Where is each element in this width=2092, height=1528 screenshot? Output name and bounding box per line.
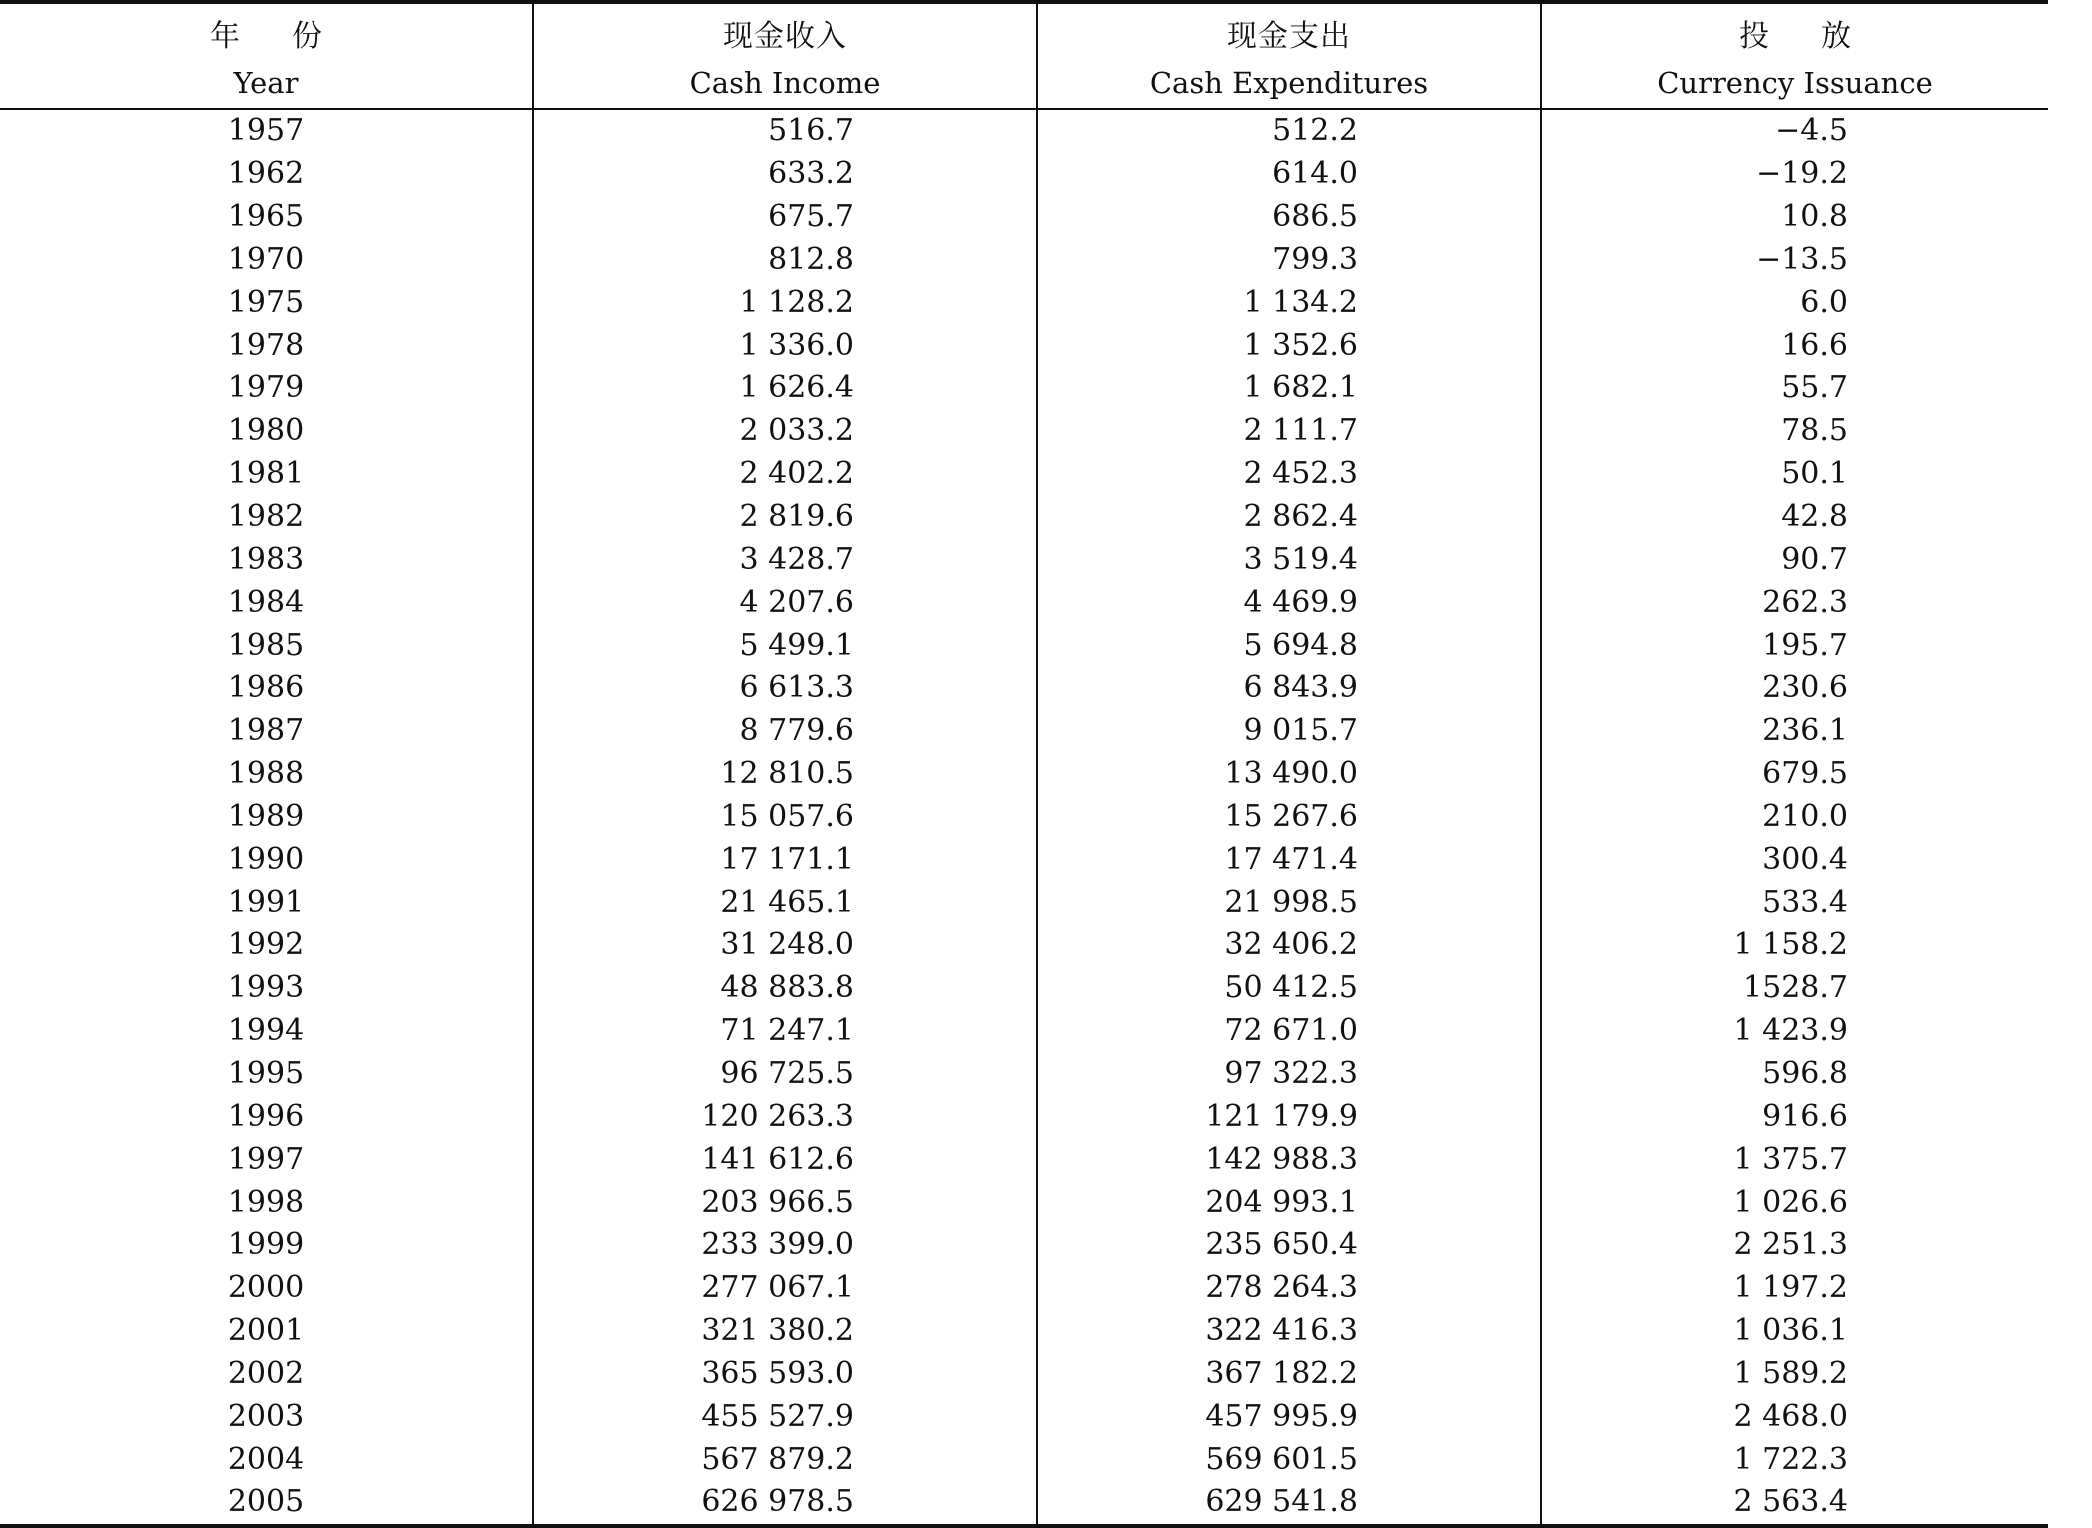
cell-year: 1980 (227, 413, 305, 449)
cell-cash-expenditures: 15 267.6 (1037, 796, 1541, 839)
cell-currency-issuance: 679.5 (1541, 753, 2048, 796)
cell-cash-expenditures: 50 412.5 (1037, 967, 1541, 1010)
cell-cash-expenditures: 6 843.9 (1037, 667, 1541, 710)
cell-cash-expenditures: 3 519.4 (1037, 538, 1541, 581)
table-body (0, 109, 2048, 1526)
cell-cash-expenditures: 9 015.7 (1037, 710, 1541, 753)
cell-cash-income: 48 883.8 (533, 967, 1037, 1010)
cell-cash-expenditures: 322 416.3 (1037, 1310, 1541, 1353)
cell-currency-issuance: −19.2 (1541, 153, 2048, 196)
cell-year: 1962 (227, 156, 305, 192)
cell-cash-income: 233 399.0 (533, 1224, 1037, 1267)
cell-cash-expenditures: 21 998.5 (1037, 881, 1541, 924)
cell-currency-issuance: 2 251.3 (1541, 1224, 2048, 1267)
table-row (0, 324, 2048, 367)
cell-currency-issuance: 55.7 (1541, 367, 2048, 410)
cell-cash-expenditures: 235 650.4 (1037, 1224, 1541, 1267)
cell-currency-issuance: 1 197.2 (1541, 1267, 2048, 1310)
cell-currency-issuance: 2 563.4 (1541, 1481, 2048, 1526)
cell-cash-income: 2 033.2 (533, 410, 1037, 453)
cell-currency-issuance: 596.8 (1541, 1053, 2048, 1096)
cell-cash-income: 15 057.6 (533, 796, 1037, 839)
cell-cash-income: 2 402.2 (533, 453, 1037, 496)
cell-cash-income: 633.2 (533, 153, 1037, 196)
cell-cash-expenditures: 121 179.9 (1037, 1095, 1541, 1138)
header-year-en: Year (0, 58, 533, 109)
cell-year: 1987 (227, 713, 305, 749)
cell-currency-issuance: 236.1 (1541, 710, 2048, 753)
cell-currency-issuance: −13.5 (1541, 239, 2048, 282)
cell-cash-expenditures: 97 322.3 (1037, 1053, 1541, 1096)
cell-currency-issuance: 90.7 (1541, 538, 2048, 581)
cell-cash-income: 12 810.5 (533, 753, 1037, 796)
cell-cash-income: 812.8 (533, 239, 1037, 282)
cell-year: 2004 (227, 1441, 305, 1477)
cell-cash-expenditures: 367 182.2 (1037, 1352, 1541, 1395)
cell-year: 1979 (227, 370, 305, 406)
header-expend-en: Cash Expenditures (1037, 58, 1541, 109)
table-row (0, 881, 2048, 924)
cell-currency-issuance: −4.5 (1541, 109, 2048, 153)
cell-currency-issuance: 2 468.0 (1541, 1395, 2048, 1438)
cell-cash-expenditures: 799.3 (1037, 239, 1541, 282)
cell-cash-expenditures: 629 541.8 (1037, 1481, 1541, 1526)
table-row (0, 153, 2048, 196)
cell-cash-income: 17 171.1 (533, 838, 1037, 881)
table-row (0, 410, 2048, 453)
cell-cash-expenditures: 142 988.3 (1037, 1138, 1541, 1181)
cell-currency-issuance: 533.4 (1541, 881, 2048, 924)
table-row (0, 838, 2048, 881)
table-row (0, 538, 2048, 581)
cell-year: 1957 (227, 113, 305, 149)
cell-currency-issuance: 78.5 (1541, 410, 2048, 453)
cell-cash-expenditures: 2 111.7 (1037, 410, 1541, 453)
cell-currency-issuance: 16.6 (1541, 324, 2048, 367)
cell-currency-issuance: 1 589.2 (1541, 1352, 2048, 1395)
table-row (0, 1352, 2048, 1395)
cell-year: 1984 (227, 584, 305, 620)
cell-cash-income: 277 067.1 (533, 1267, 1037, 1310)
cell-cash-income: 31 248.0 (533, 924, 1037, 967)
cell-year: 1986 (227, 670, 305, 706)
cell-year: 1981 (227, 456, 305, 492)
header-issue-en: Currency Issuance (1541, 58, 2048, 109)
cell-currency-issuance: 916.6 (1541, 1095, 2048, 1138)
cell-year: 1965 (227, 199, 305, 235)
cell-year: 1991 (227, 884, 305, 920)
table-row (0, 367, 2048, 410)
table-row (0, 496, 2048, 539)
cell-year: 2001 (227, 1313, 305, 1349)
cell-currency-issuance: 195.7 (1541, 624, 2048, 667)
table-row (0, 667, 2048, 710)
table-row (0, 1310, 2048, 1353)
cell-cash-expenditures: 1 682.1 (1037, 367, 1541, 410)
cell-cash-expenditures: 2 862.4 (1037, 496, 1541, 539)
table-row (0, 1224, 2048, 1267)
cell-cash-expenditures: 512.2 (1037, 109, 1541, 153)
cell-cash-expenditures: 32 406.2 (1037, 924, 1541, 967)
table-row (0, 753, 2048, 796)
cell-cash-expenditures: 72 671.0 (1037, 1010, 1541, 1053)
cell-currency-issuance: 300.4 (1541, 838, 2048, 881)
table-row (0, 581, 2048, 624)
table-row (0, 239, 2048, 282)
header-income-cn: 现金收入 (533, 2, 1037, 58)
cell-cash-income: 8 779.6 (533, 710, 1037, 753)
cell-year: 1992 (227, 927, 305, 963)
cell-cash-expenditures: 614.0 (1037, 153, 1541, 196)
cell-cash-income: 141 612.6 (533, 1138, 1037, 1181)
cell-currency-issuance: 1 036.1 (1541, 1310, 2048, 1353)
cell-year: 1993 (227, 970, 305, 1006)
cell-year: 1997 (227, 1141, 305, 1177)
cell-year: 1990 (227, 841, 305, 877)
header-row-chinese (0, 2, 2048, 58)
table-row (0, 710, 2048, 753)
cell-cash-expenditures: 13 490.0 (1037, 753, 1541, 796)
table-row (0, 109, 2048, 153)
cell-year: 1975 (227, 284, 305, 320)
cell-cash-expenditures: 457 995.9 (1037, 1395, 1541, 1438)
cell-year: 1970 (227, 241, 305, 277)
cell-currency-issuance: 42.8 (1541, 496, 2048, 539)
table-row (0, 1010, 2048, 1053)
cell-cash-expenditures: 204 993.1 (1037, 1181, 1541, 1224)
cell-cash-expenditures: 4 469.9 (1037, 581, 1541, 624)
cell-currency-issuance: 1 722.3 (1541, 1438, 2048, 1481)
cell-currency-issuance: 6.0 (1541, 281, 2048, 324)
cell-cash-income: 516.7 (533, 109, 1037, 153)
cell-year: 1994 (227, 1013, 305, 1049)
cell-cash-income: 567 879.2 (533, 1438, 1037, 1481)
cell-year: 1982 (227, 499, 305, 535)
table-row (0, 1481, 2048, 1526)
cell-cash-expenditures: 1 134.2 (1037, 281, 1541, 324)
table-row (0, 1181, 2048, 1224)
cell-currency-issuance: 1528.7 (1541, 967, 2048, 1010)
cell-year: 2002 (227, 1355, 305, 1391)
cell-cash-expenditures: 2 452.3 (1037, 453, 1541, 496)
cell-year: 1983 (227, 541, 305, 577)
table-row (0, 1138, 2048, 1181)
table-row (0, 624, 2048, 667)
cell-currency-issuance: 210.0 (1541, 796, 2048, 839)
cell-cash-expenditures: 1 352.6 (1037, 324, 1541, 367)
cell-year: 1998 (227, 1184, 305, 1220)
cell-currency-issuance: 1 026.6 (1541, 1181, 2048, 1224)
cell-cash-income: 5 499.1 (533, 624, 1037, 667)
header-year-cn: 年份 (0, 2, 533, 58)
table-row (0, 796, 2048, 839)
cell-cash-income: 4 207.6 (533, 581, 1037, 624)
cell-cash-income: 365 593.0 (533, 1352, 1037, 1395)
cell-cash-income: 6 613.3 (533, 667, 1037, 710)
cell-year: 1988 (227, 756, 305, 792)
cell-currency-issuance: 1 423.9 (1541, 1010, 2048, 1053)
table-row (0, 196, 2048, 239)
table-header (0, 2, 2048, 109)
cell-currency-issuance: 1 375.7 (1541, 1138, 2048, 1181)
cell-cash-income: 21 465.1 (533, 881, 1037, 924)
header-expend-cn: 现金支出 (1037, 2, 1541, 58)
cell-cash-income: 1 626.4 (533, 367, 1037, 410)
table-row (0, 1095, 2048, 1138)
cell-cash-income: 203 966.5 (533, 1181, 1037, 1224)
header-issue-cn: 投放 (1541, 2, 2048, 58)
table-row (0, 1395, 2048, 1438)
cell-cash-income: 1 128.2 (533, 281, 1037, 324)
cell-year: 2000 (227, 1270, 305, 1306)
cell-cash-income: 321 380.2 (533, 1310, 1037, 1353)
table-row (0, 1267, 2048, 1310)
cell-cash-income: 455 527.9 (533, 1395, 1037, 1438)
cell-cash-income: 2 819.6 (533, 496, 1037, 539)
cell-cash-income: 1 336.0 (533, 324, 1037, 367)
cell-year: 1999 (227, 1227, 305, 1263)
cell-cash-income: 96 725.5 (533, 1053, 1037, 1096)
cell-currency-issuance: 1 158.2 (1541, 924, 2048, 967)
cell-cash-expenditures: 5 694.8 (1037, 624, 1541, 667)
cell-cash-income: 120 263.3 (533, 1095, 1037, 1138)
cell-year: 1996 (227, 1098, 305, 1134)
header-row-english (0, 58, 2048, 109)
cell-cash-income: 675.7 (533, 196, 1037, 239)
cell-cash-expenditures: 569 601.5 (1037, 1438, 1541, 1481)
table-row (0, 453, 2048, 496)
cell-cash-expenditures: 686.5 (1037, 196, 1541, 239)
cell-currency-issuance: 10.8 (1541, 196, 2048, 239)
cell-currency-issuance: 50.1 (1541, 453, 2048, 496)
cell-year: 1995 (227, 1055, 305, 1091)
cell-cash-expenditures: 278 264.3 (1037, 1267, 1541, 1310)
cell-cash-income: 71 247.1 (533, 1010, 1037, 1053)
table-row (0, 1438, 2048, 1481)
cell-cash-income: 3 428.7 (533, 538, 1037, 581)
table-row (0, 924, 2048, 967)
cell-year: 2005 (0, 1481, 533, 1526)
table-row (0, 1053, 2048, 1096)
cell-year: 1985 (227, 627, 305, 663)
cell-year: 1978 (227, 327, 305, 363)
cell-year: 2003 (227, 1398, 305, 1434)
cell-cash-income: 626 978.5 (533, 1481, 1037, 1526)
table-row (0, 281, 2048, 324)
cell-cash-expenditures: 17 471.4 (1037, 838, 1541, 881)
cell-currency-issuance: 230.6 (1541, 667, 2048, 710)
table-row (0, 967, 2048, 1010)
cell-year: 1989 (227, 798, 305, 834)
cell-currency-issuance: 262.3 (1541, 581, 2048, 624)
header-income-en: Cash Income (533, 58, 1037, 109)
